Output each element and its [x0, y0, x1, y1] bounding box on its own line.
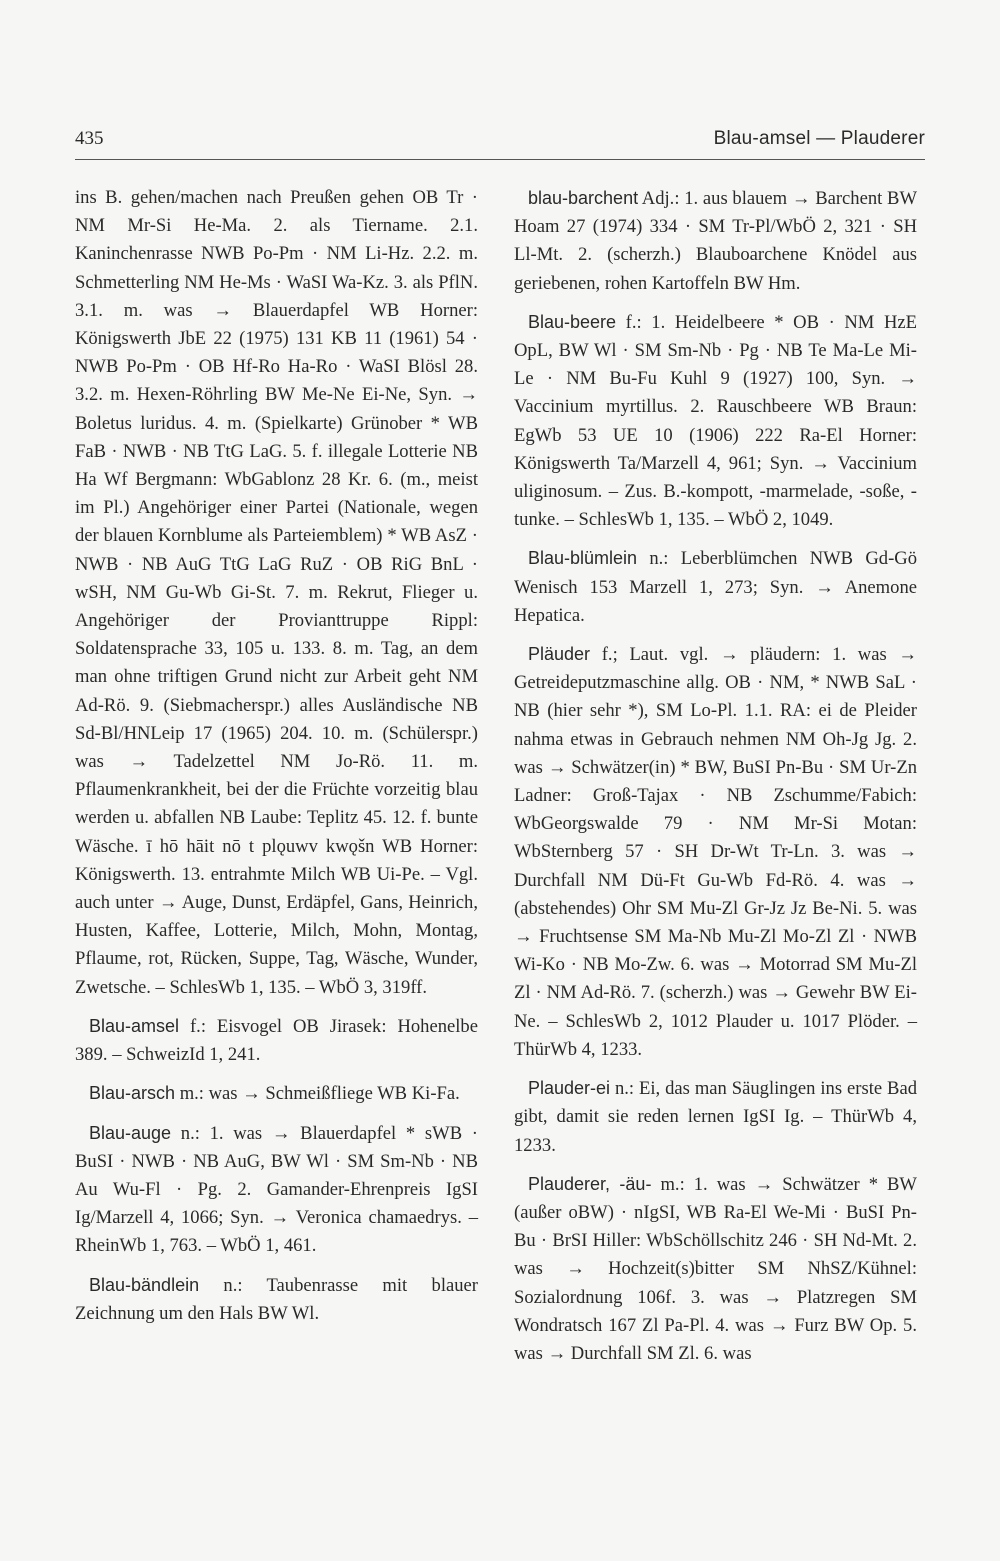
headword: Pläuder	[528, 644, 591, 665]
headword: blau-barchent	[528, 188, 639, 208]
entry-plaeuder	[514, 640, 917, 1064]
entry-body: f.: Eisvogel OB Jirasek: Hohenelbe 389. – SchweizId 1, 241.	[75, 1015, 478, 1066]
headword: Blau-beere	[528, 311, 617, 332]
headword: Blau-amsel	[89, 1015, 180, 1036]
entry-blau-beere	[514, 308, 917, 535]
header-rule	[75, 159, 925, 160]
entry-blau-auge	[75, 1119, 478, 1261]
entry-body: n.: Taubenrasse mit blauer Zeichnung um den Hals BW Wl.	[75, 1274, 478, 1324]
entry-plauder-ei	[514, 1074, 917, 1160]
page-number: 435	[75, 128, 104, 149]
entry-plauderer	[514, 1170, 917, 1368]
left-column	[75, 184, 478, 1338]
headword: Blau-arsch	[89, 1083, 176, 1104]
entry-body: m.: was → Schmeißfliege WB Ki-Fa.	[175, 1083, 460, 1105]
entry-blau-bluemlein	[514, 544, 917, 630]
headword: Blau-bändlein	[89, 1274, 200, 1295]
entry-blau-amsel	[75, 1012, 478, 1069]
headword: Blau-blümlein	[528, 548, 638, 569]
headword: Blau-auge	[89, 1122, 172, 1143]
right-column	[514, 184, 917, 1378]
headword: Plauderer, -äu-	[528, 1173, 652, 1194]
entry-body: n.: Ei, das man Säuglingen ins erste Bad gibt, damit sie reden lernen IgSI Ig. – ThürWb 4, 1233.	[514, 1078, 917, 1156]
entry-body: n.: 1. was → Blauerdapfel * sWB · BuSI · NWB · NB AuG, BW Wl · SM Sm-Nb · NB Au Wu-Fl · Pg. 2. Gamander-Ehrenpreis IgSI Ig/Marzell 4, 1066; Syn. → Veronica chamaedrys. – RheinWb 1, 763. – WbÖ 1, 461.	[75, 1122, 478, 1257]
running-header	[75, 128, 925, 150]
entry-body: f.; Laut. vgl. → pläudern: 1. was → Getreideputzmaschine allg. OB · NM, * NWB SaL · NB (hier sehr *), SM Lo-Pl. 1.1. RA: ei de Pleider nahma etwas in Gebrauch nehmen NM Oh-Jg Jg. 2. was → Schwätzer(in) * BW, BuSI Pn-Bu · SM Ur-Zn Ladner: Groß-Tajax · NB Zschumme/Fabich: WbGeorgswalde 79 · NM Mr-Si Motan: WbSternberg 57 · SH Dr-Wt Tr-Ln. 3. was → Durchfall NM Dü-Ft Gu-Wb Fd-Rö. 4. was → (abstehendes) Ohr SM Mu-Zl Gr-Jz Jz Be-Ni. 5. was → Fruchtsense SM Ma-Nb Mu-Zl Mo-Zl Zl · NWB Wi-Ko · NB Mo-Zw. 6. was → Motorrad SM Mu-Zl Zl · NM Ad-Rö. 7. (scherzh.) was → Gewehr BW Ei-Ne. – SchlesWb 2, 1012 Plauder u. 1017 Plöder. – ThürWb 4, 1233.	[514, 644, 917, 1060]
entry-continuation: ins B. gehen/machen nach Preußen gehen OB Tr · NM Mr-Si He-Ma. 2. als Tiername. 2.1. Kaninchenrasse NWB Po-Pm · NM Li-Hz. 2.2. m. Schmetterling NM He-Ms · WaSI Wa-Kz. 3. als PflN. 3.1. m. was → Blauerdapfel WB Horner: Königswerth JbE 22 (1975) 131 KB 11 (1961) 54 · NWB Po-Pm · OB Hf-Ro Ha-Ro · WaSI Blösl 28. 3.2. m. Hexen-Röhrling BW Me-Ne Ei-Ne, Syn. → Boletus luridus. 4. m. (Spielkarte) Grünober * WB FaB · NWB · NB TtG LaG. 5. f. illegale Lotterie NB Ha Wf Bergmann: WbGablonz 28 Kr. 6. (m., meist im Pl.) Angehöriger einer Partei (Nationale, wegen der blauen Kornblume als Parteiemblem) * WB AsZ · NWB · NB AuG TtG LaG RuZ · OB RiG BnL · wSH, NM Gu-Wb Gi-St. 7. m. Rekrut, Flieger u. Angehöriger der Provianttruppe Rippl: Soldatensprache 33, 105 u. 133. 8. m. Tag, an dem man ohne triftigen Grund nicht zur Arbeit geht NM Ad-Rö. 9. (Siebmacherspr.) alles Ausländische NB Sd-Bl/HNLeip 17 (1965) 204. 10. m. (Schülerspr.) was → Tadelzettel NM Jo-Rö. 11. m. Pflaumenkrankheit, bei der die Früchte vorzeitig blau werden u. abfallen NB Laube: Teplitz 45. 12. f. bunte Wäsche. ī hō hāit nō t plǫuwv kwǫšn WB Horner: Königswerth. 13. entrahmte Milch WB Ui-Pe. – Vgl. auch unter → Auge, Dunst, Erdäpfel, Gans, Heinrich, Husten, Kaffee, Lotterie, Milch, Mohn, Montag, Pflaume, rot, Rücken, Suppe, Tag, Wäsche, Wunder, Zwetsche. – SchlesWb 1, 135. – WbÖ 3, 319ff.	[75, 187, 478, 998]
entry-blau-baendlein	[75, 1271, 478, 1328]
entry-body: Adj.: 1. aus blauem → Barchent BW Hoam 27 (1974) 334 · SM Tr-Pl/WbÖ 2, 321 · SH Ll-Mt. 2. (scherzh.) Blauboarchene Knödel aus geriebenen, rohen Kartoffeln BW Hm.	[514, 188, 917, 294]
entry-body: m.: 1. was → Schwätzer * BW (außer oBW) · nIgSI, WB Ra-El We-Mi · BuSI Pn-Bu · BrSI Hiller: WbSchöllschitz 246 · SH Nd-Mt. 2. was → Hochzeit(s)bitter SM NhSZ/Kühnel: Sozialordnung 106f. 3. was → Platzregen SM Wondratsch 167 Zl Pa-Pl. 4. was → Furz BW Op. 5. was → Durchfall SM Zl. 6. was	[514, 1173, 917, 1364]
entry-body: n.: Leberblümchen NWB Gd-Gö Wenisch 153 Marzell 1, 273; Syn. → Anemone Hepatica.	[514, 548, 917, 626]
running-title: Blau-amsel — Plauderer	[713, 128, 925, 149]
headword: Plauder-ei	[528, 1078, 611, 1099]
entry-blau-barchent	[514, 184, 917, 298]
entry-blau-arsch	[75, 1079, 478, 1108]
entry-body: f.: 1. Heidelbeere * OB · NM HzE OpL, BW Wl · SM Sm-Nb · Pg · NB Te Ma-Le Mi-Le · NM Bu-Fu Kuhl 9 (1927) 100, Syn. → Vaccinium myrtillus. 2. Rauschbeere WB Braun: EgWb 53 UE 10 (1906) 222 Ra-El Horner: Königswerth Ta/Marzell 4, 961; Syn. → Vaccinium uliginosum. – Zus. B.-kompott, -marmelade, -soße, -tunke. – SchlesWb 1, 135. – WbÖ 2, 1049.	[514, 311, 917, 531]
